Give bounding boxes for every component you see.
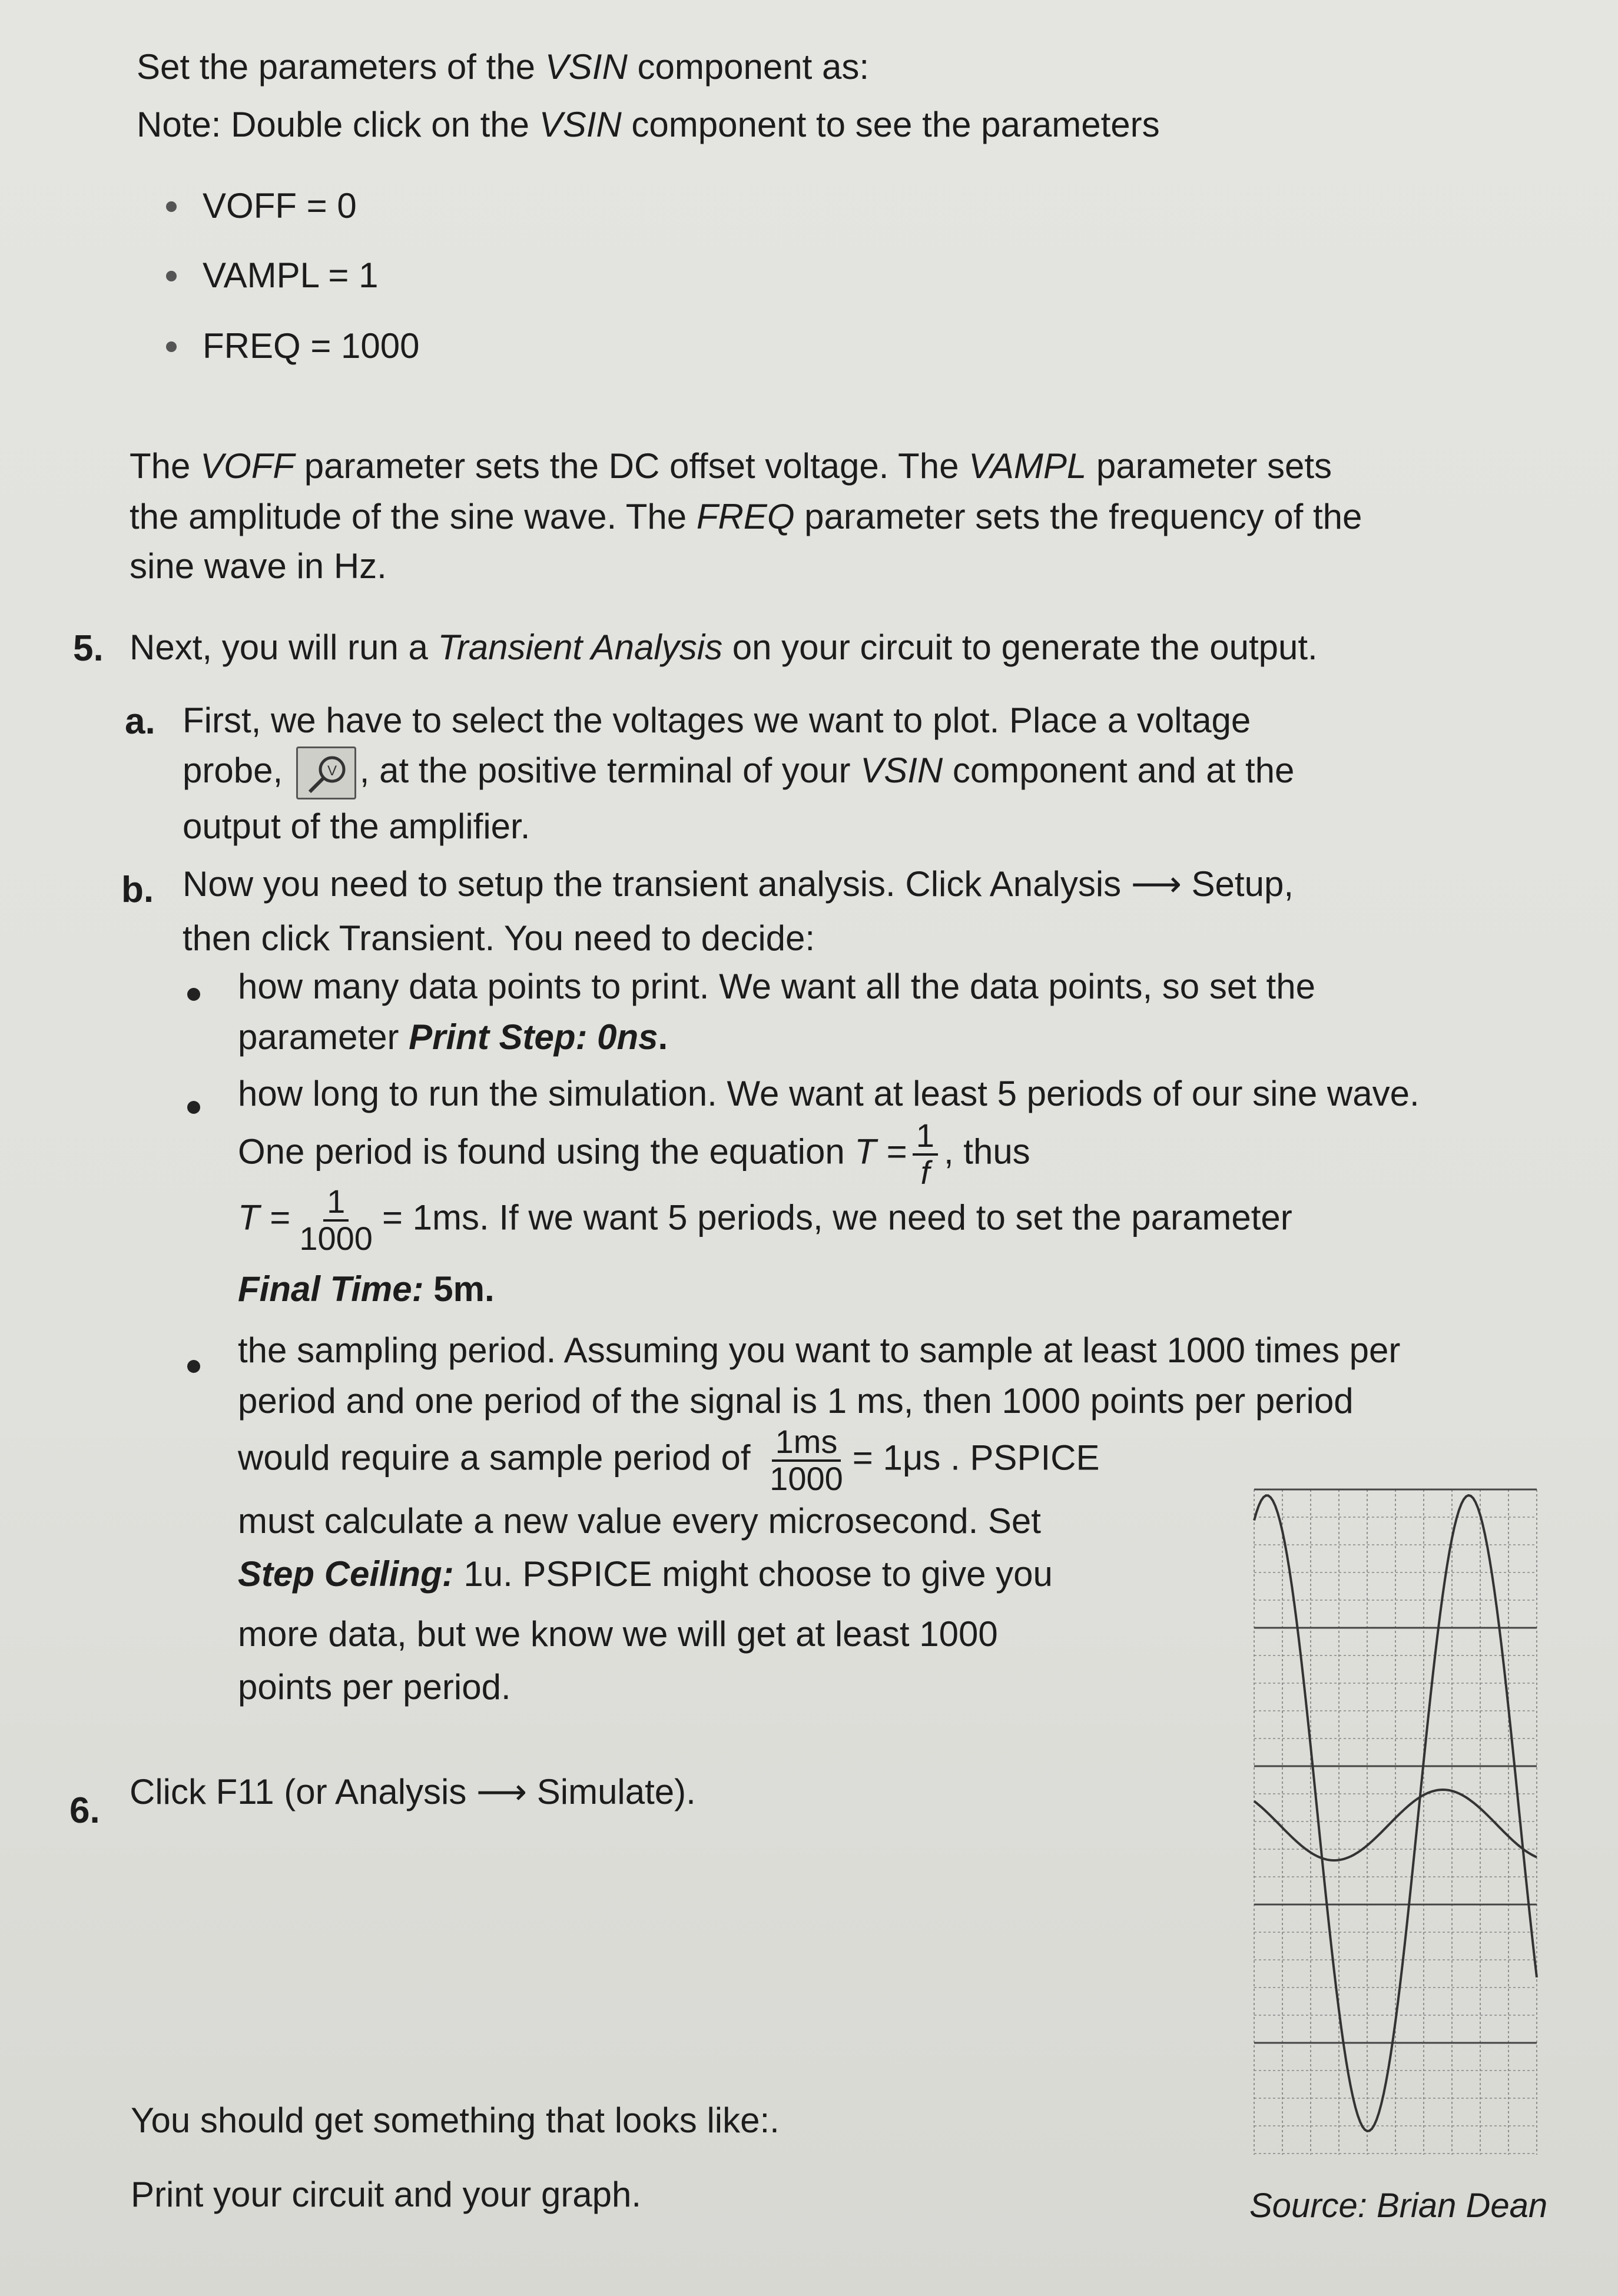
closing-line-1: You should get something that looks like:. bbox=[131, 2101, 780, 2140]
voltage-probe-icon bbox=[296, 746, 356, 799]
bullet-icon bbox=[187, 1101, 200, 1114]
bullet-icon bbox=[187, 1360, 200, 1373]
step-5-number: 5. bbox=[73, 628, 104, 669]
step-5b-line-2: then click Transient. You need to decide: bbox=[183, 918, 815, 958]
step-5b-line-1: Now you need to setup the transient analysis. Click Analysis ⟶ Setup, bbox=[183, 864, 1294, 904]
bullet-1-line-2: parameter Print Step: 0ns. bbox=[238, 1017, 668, 1057]
bullet-icon bbox=[166, 271, 177, 281]
bullet-3-line-2: period and one period of the signal is 1 ms, then 1000 points per period bbox=[238, 1381, 1354, 1421]
arrow-right-icon: ⟶ bbox=[476, 1772, 528, 1811]
bullet-2-line-2: One period is found using the equation T = $\frac{1}{f}$ , thus bbox=[238, 1117, 1030, 1191]
intro-line-1: Set the parameters of the VSIN component as: bbox=[137, 47, 870, 87]
bullet-icon bbox=[166, 341, 177, 352]
explain-line-1: The VOFF parameter sets the DC offset voltage. The VAMPL parameter sets bbox=[130, 446, 1332, 486]
bullet-3-line-7: points per period. bbox=[238, 1667, 511, 1707]
arrow-right-icon: ⟶ bbox=[1130, 864, 1182, 904]
step-5b-label: b. bbox=[121, 870, 154, 910]
step-6-text: Click F11 (or Analysis ⟶ Simulate). bbox=[130, 1772, 696, 1811]
source-caption: Source: Brian Dean bbox=[1249, 2186, 1548, 2225]
svg-text:V: V bbox=[327, 763, 337, 779]
bullet-3-line-4: must calculate a new value every microsecond. Set bbox=[238, 1501, 1041, 1541]
intro-line-2: Note: Double click on the VSIN component to see the parameters bbox=[137, 105, 1160, 144]
bullet-3-line-3: would require a sample period of $\frac{1ms}{1000}$ = 1μs . PSPICE bbox=[238, 1423, 1100, 1497]
step-5a-line-3: output of the amplifier. bbox=[183, 807, 531, 846]
bullet-3-line-5: Step Ceiling: 1u. PSPICE might choose to give you bbox=[238, 1554, 1053, 1594]
explain-line-3: sine wave in Hz. bbox=[130, 546, 387, 586]
bullet-3-line-1: the sampling period. Assuming you want to sample at least 1000 times per bbox=[238, 1331, 1401, 1370]
bullet-3-line-6: more data, but we know we will get at least 1000 bbox=[238, 1614, 998, 1654]
step-5a-line-1: First, we have to select the voltages we want to plot. Place a voltage bbox=[183, 701, 1251, 740]
bullet-1-line-1: how many data points to print. We want all the data points, so set the bbox=[238, 967, 1315, 1006]
param-freq: FREQ = 1000 bbox=[203, 326, 420, 366]
step-5a-label: a. bbox=[125, 701, 155, 742]
step-5a-line-2: probe, V , at the positive terminal of your VSIN component and at the bbox=[183, 746, 1294, 799]
bullet-icon bbox=[187, 988, 200, 1001]
bullet-2-line-3: T = $\frac{1}{1000}$ = 1ms. If we want 5 periods, we need to set the parameter bbox=[238, 1183, 1292, 1257]
bullet-2-line-1: how long to run the simulation. We want at least 5 periods of our sine wave. bbox=[238, 1074, 1420, 1113]
closing-line-2: Print your circuit and your graph. bbox=[131, 2175, 642, 2214]
param-vampl: VAMPL = 1 bbox=[203, 256, 379, 295]
step-6-number: 6. bbox=[69, 1790, 100, 1831]
param-voff: VOFF = 0 bbox=[203, 186, 357, 225]
fraction-1-over-f: $\frac{1}{f}$ bbox=[913, 1119, 938, 1190]
bullet-2-line-4: Final Time: 5m. bbox=[238, 1269, 495, 1309]
bullet-icon bbox=[166, 201, 177, 212]
explain-line-2: the amplitude of the sine wave. The FREQ parameter sets the frequency of the bbox=[130, 497, 1362, 536]
output-waveform-graph bbox=[1242, 1484, 1549, 2161]
fraction-1-over-1000: $\frac{1}{1000}$ bbox=[299, 1183, 373, 1257]
fraction-1ms-over-1000: $\frac{1ms}{1000}$ bbox=[770, 1423, 843, 1497]
step-5-text: Next, you will run a Transient Analysis on your circuit to generate the output. bbox=[130, 628, 1318, 667]
